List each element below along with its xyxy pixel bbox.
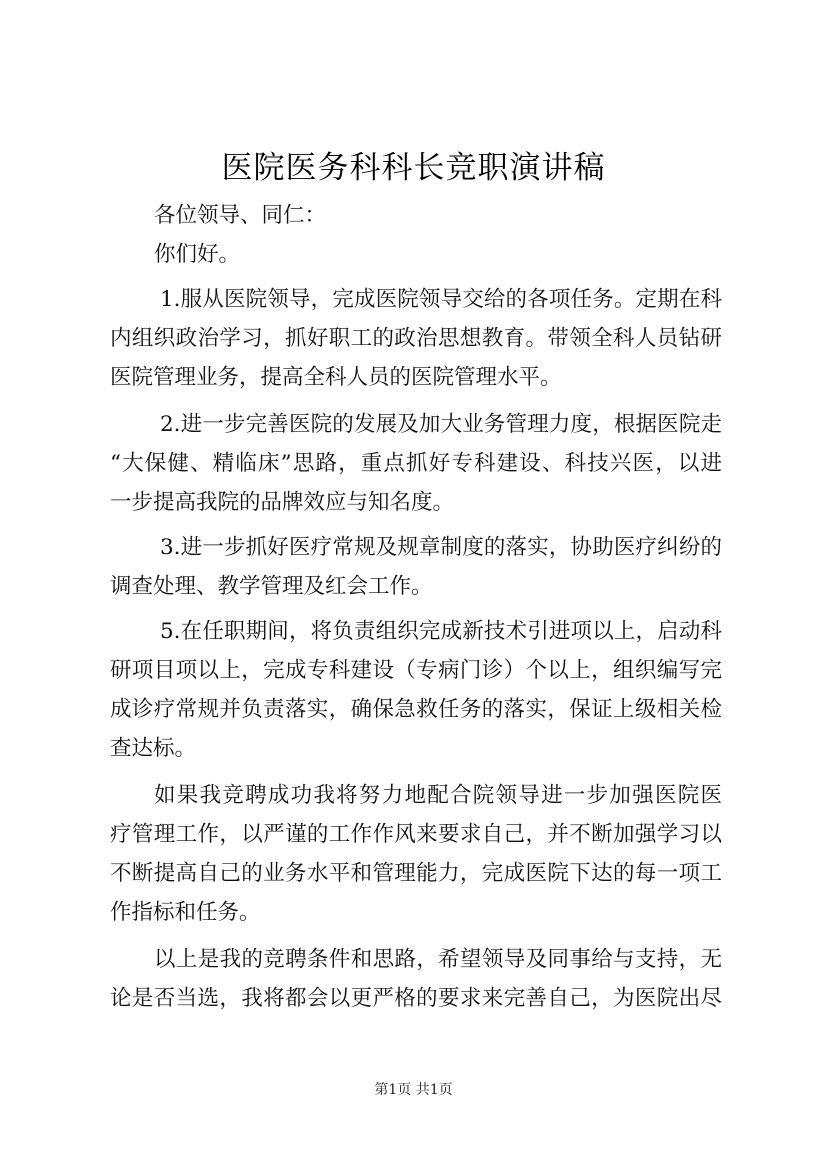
paragraph-2-line-3: 一步提高我院的品牌效应与知名度。 [110, 490, 455, 515]
document-title: 医院医务科科长竞职演讲稿 [221, 150, 606, 186]
paragraph-1-line-1: 1.服从医院领导，完成医院领导交给的各项任务。定期在科 [160, 287, 722, 312]
paragraph-3-line-2: 调查处理、教学管理及红会工作。 [110, 574, 433, 599]
paragraph-2-line-2: “大保健、精临床”思路，重点抓好专科建设、科技兴医，以进 [110, 451, 722, 476]
paragraph-3-line-1: 3.进一步抓好医疗常规及规章制度的落实，协助医疗纠纷的 [160, 535, 722, 560]
paragraph-7-line-1: 以上是我的竞聘条件和思路，希望领导及同事给与支持，无 [154, 947, 722, 972]
paragraph-5-line-2: 研项目项以上，完成专科建设（专病门诊）个以上，组织编写完 [110, 658, 722, 683]
paragraph-6-line-2: 疗管理工作，以严谨的工作作风来要求自己，并不断加强学习以 [110, 822, 722, 847]
paragraph-6-line-1: 如果我竞聘成功我将努力地配合院领导进一步加强医院医 [154, 783, 722, 808]
paragraph-7-line-2: 论是否当选，我将都会以更严格的要求来完善自己，为医院出尽 [110, 986, 722, 1011]
paragraph-6-line-4: 作指标和任务。 [110, 900, 261, 925]
page-footer: 第1页 共1页 [374, 1082, 453, 1098]
paragraph-5-line-3: 成诊疗常规并负责落实，确保急救任务的落实，保证上级相关检 [110, 697, 722, 722]
paragraph-2-line-1: 2.进一步完善医院的发展及加大业务管理力度，根据医院走 [160, 412, 722, 437]
paragraph-1-line-2: 内组织政治学习，抓好职工的政治思想教育。带领全科人员钻研 [110, 326, 722, 351]
paragraph-5-line-4: 查达标。 [110, 736, 197, 761]
salutation-line: 各位领导、同仁： [154, 203, 327, 228]
paragraph-6-line-3: 不断提高自己的业务水平和管理能力，完成医院下达的每一项工 [110, 861, 722, 886]
greeting-line: 你们好。 [154, 242, 241, 267]
document-body [110, 196, 722, 1018]
paragraph-1-line-3: 医院管理业务，提高全科人员的医院管理水平。 [110, 365, 562, 390]
paragraph-5-line-1: 5.在任职期间，将负责组织完成新技术引进项以上，启动科 [160, 619, 722, 644]
